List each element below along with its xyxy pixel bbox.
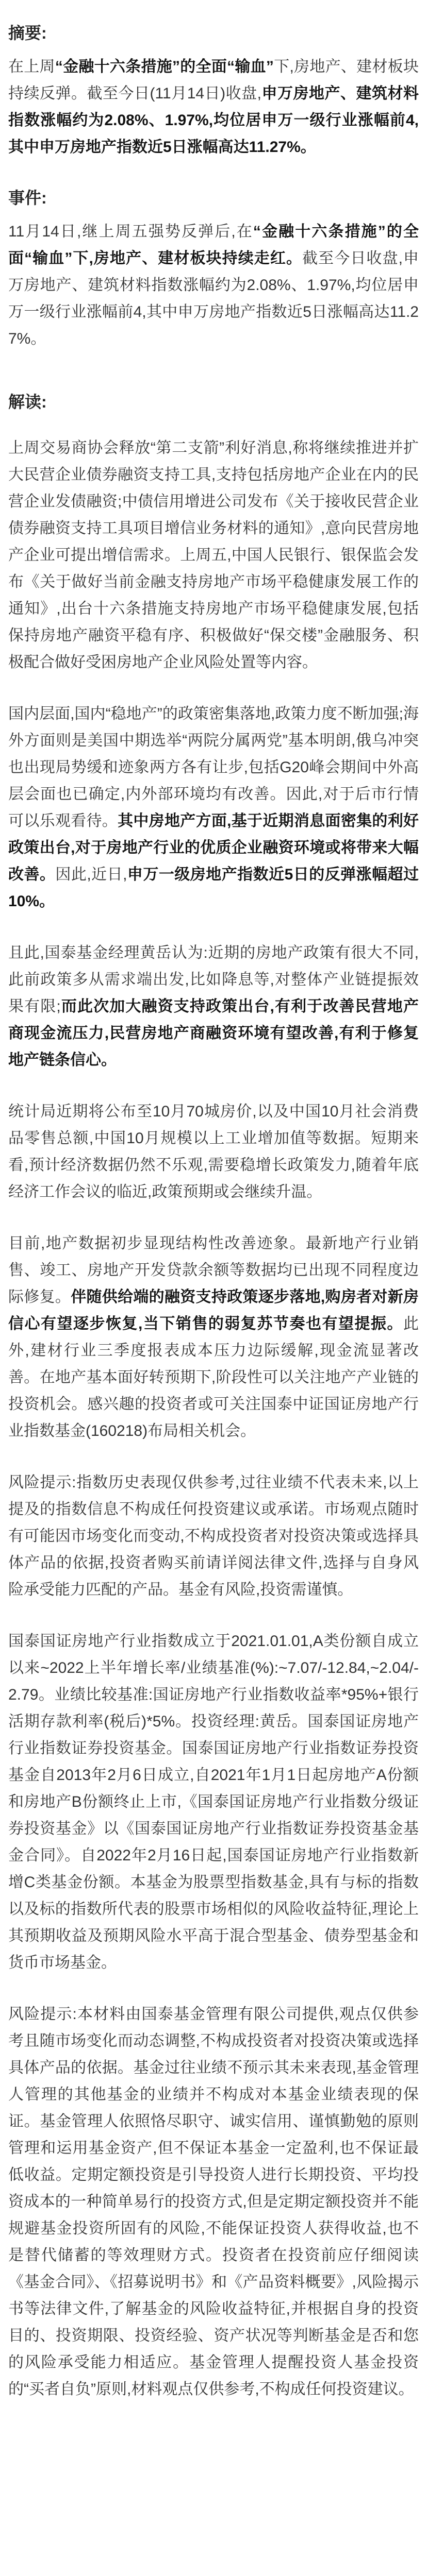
- text-run: 风险提示:本材料由国泰基金管理有限公司提供,观点仅供参考且随市场变化而动态调整,不构成投资者对投资决策或选择具体产品的依据。基金过往业绩不预示其未来表现,基金管理人管理的其他基金的业绩并不构成对本基金业绩表现的保证。基金管理人依照恪尽职守、诚实信用、谨慎勤勉的原则管理和运用基金资产,但不保证本基金一定盈利,也不保证最低收益。定期定额投资是引导投资人进行长期投资、平均投资成本的一种简单易行的投资方式,但是定期定额投资并不能规避基金投资所固有的风险,不能保证投资人获得收益,也不是替代储蓄的等效理财方式。投资者在投资前应仔细阅读《基金合同》、《招募说明书》和《产品资料概要》,风险揭示书等法律文件,了解基金的风险收益特征,并根据自身的投资目的、投资期限、投资经验、资产状况等判断基金是否和您的风险承受能力相适应。基金管理人提醒投资人基金投资的“买者自负”原则,材料观点仅供参考,不构成任何投资建议。: [8, 2006, 419, 2398]
- bold-text-run: “金融十六条措施”的全面“输血”下,房地产、建材板块持续走红。: [8, 223, 419, 267]
- events-heading: 事件:: [8, 189, 47, 207]
- summary-paragraph: [8, 54, 419, 161]
- text-run: 统计局近期将公布至10月70城房价,以及中国10月社会消费品零售总额,中国10月规模以上工业增加值等数据。短期来看,预计经济数据仍然不乐观,需要稳增长政策发力,随着年底经济工作会议的临近,政策预期或会继续升温。: [8, 1103, 419, 1200]
- text-run: 国泰国证房地产行业指数成立于2021.01.01,A类份额自成立以来~2022上半年增长率/业绩基准(%):~7.07/-12.84,~2.04/-2.79。业绩比较基准:国证房地产行业指数收益率*95%+银行活期存款利率(税后)*5%。投资经理:黄岳。国泰国证房地产行业指数证券投资基金。国泰国证房地产行业指数证券投资基金自2013年2月6日成立,自2021年1月1日起房地产A份额和房地产B份额终止上市,《国泰国证房地产行业指数分级证券投资基金》以《国泰国证房地产行业指数证券投资基金基金合同》。自2022年2月16日起,国泰国证房地产行业指数新增C类基金份额。本基金为股票型指数基金,具有与标的指数以及标的指数所代表的股票市场相似的风险收益特征,理论上其预期收益及预期风险水平高于混合型基金、债券型基金和货币市场基金。: [8, 1633, 419, 1971]
- text-run: 11月14日,继上周五强势反弹后,在: [8, 223, 253, 240]
- analysis-paragraph-macro: [8, 701, 419, 915]
- bold-text-run: “金融十六条措施”的全面“输血”: [55, 58, 274, 75]
- text-run: 上周交易商协会释放“第二支箭”利好消息,称将继续推进并扩大民营企业债券融资支持工具,支持包括房地产企业在内的民营企业发债融资;中债信用增进公司发布《关于接收民营企业债券融资支持工具项目增信业务材料的通知》,意向民营房地产企业可提出增信需求。上周五,中国人民银行、银保监会发布《关于做好当前金融支持房地产市场平稳健康发展工作的通知》,出台十六条措施支持房地产市场平稳健康发展,包括保持房地产融资平稳有序、积极做好“保交楼”金融服务、积极配合做好受困房地产企业风险处置等内容。: [8, 439, 419, 671]
- bold-text-run: 申万房地产、建筑材料指数涨幅约为2.08%、1.97%,均位居申万一级行业涨幅前4,其中申万房地产指数近5日涨幅高达11.27%。: [8, 85, 419, 156]
- text-run: 且此,国泰基金经理黄岳认为:近期的房地产政策有很大不同,此前政策多从需求端出发,比如降息等,对整体产业链提振效果有限;: [8, 944, 419, 1015]
- analysis-heading: 解读:: [8, 393, 47, 411]
- bold-text-run: 其中房地产方面,基于近期消息面密集的利好政策出台,对于房地产行业的优质企业融资环境或将带来大幅改善。: [8, 812, 419, 883]
- text-run: 风险提示:指数历史表现仅供参考,过往业绩不代表未来,以上提及的指数信息不构成任何投资建议或承诺。市场观点随时有可能因市场变化而变动,不构成投资者对投资决策或选择具体产品的依据,投资者购买前请详阅法律文件,选择与自身风险承受能力匹配的产品。基金有风险,投资需谨慎。: [8, 1474, 419, 1598]
- text-run: 在上周: [8, 58, 55, 75]
- fund-info-paragraph: [8, 1628, 419, 1976]
- text-run: 因此,近日,: [55, 866, 127, 883]
- analysis-paragraph-outlook: [8, 1230, 419, 1445]
- text-run: 此外,建材行业三季度报表成本压力边际缓解,现金流显著改善。在地产基本面好转预期下,阶段性可以关注地产产业链的投资机会。感兴趣的投资者或可关注国泰中证国证房地产行业指数基金(160218)布局相关机会。: [8, 1315, 419, 1439]
- analysis-paragraph-policy: [8, 435, 419, 676]
- text-run: 国内层面,国内“稳地产”的政策密集落地,政策力度不断加强;海外方面则是美国中期选举“两院分属两党”基本明朗,俄乌冲突也出现局势缓和迹象两方各有让步,包括G20峰会期间中外高层会面也已确定,内外部环境均有改善。因此,对于后市行情可以乐观看待。: [8, 705, 419, 829]
- bold-text-run: 而此次加大融资支持政策出台,有利于改善民营地产商现金流压力,民营房地产商融资环境有望改善,有利于修复地产链条信心。: [8, 998, 419, 1069]
- disclaimer-paragraph: [8, 2001, 419, 2403]
- bold-text-run: 申万一级房地产指数近5日的反弹涨幅超过10%。: [8, 866, 419, 910]
- text-run: 下,房地产、建材板块持续反弹。截至今日(11月14日)收盘,: [8, 58, 419, 102]
- analysis-paragraph-statistics: [8, 1098, 419, 1206]
- events-paragraph: [8, 218, 419, 352]
- bold-text-run: 伴随供给端的融资支持政策逐步落地,购房者对新房信心有望逐步恢复,当下销售的弱复苏节奏也有望提振。: [8, 1289, 419, 1332]
- risk-warning-paragraph: [8, 1469, 419, 1603]
- text-run: 截至今日收盘,申万房地产、建筑材料指数涨幅约为2.08%、1.97%,均位居申万一级行业涨幅前4,其中申万房地产指数近5日涨幅高达11.27%。: [8, 250, 419, 347]
- analysis-paragraph-fund-manager: [8, 940, 419, 1074]
- summary-heading: 摘要:: [8, 24, 47, 42]
- text-run: 目前,地产数据初步显现结构性改善迹象。最新地产行业销售、竣工、房地产开发贷款余额等数据均已出现不同程度边际修复。: [8, 1235, 419, 1306]
